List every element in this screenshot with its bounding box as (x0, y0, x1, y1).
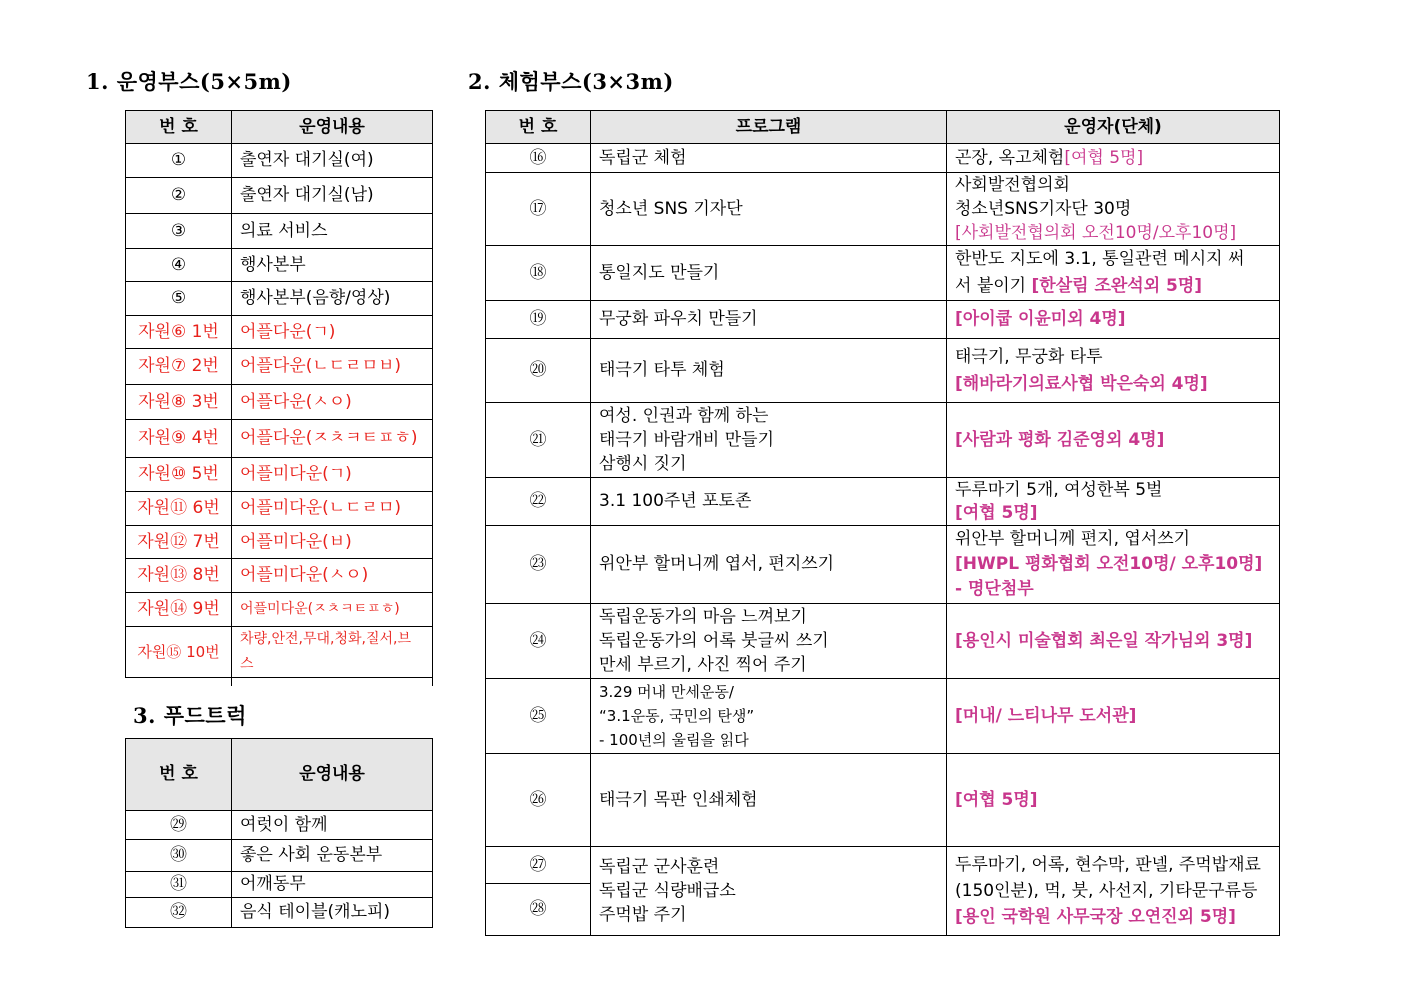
row-number: ㉔ (486, 604, 591, 679)
program-line: 3.29 머내 만세운동/ (599, 683, 734, 701)
row-content: 어플미다운(ㅂ) (232, 526, 433, 559)
row-number: ㉑ (486, 403, 591, 478)
operator-cell (947, 144, 1280, 173)
row-number: ㉗ (486, 847, 591, 884)
table-row (126, 349, 433, 385)
row-content: 여럿이 함께 (232, 811, 433, 840)
empty-cell (126, 678, 232, 686)
operator-line: (150인분), 먹, 붓, 사선지, 기타문구류등 (955, 881, 1258, 901)
table-row (486, 754, 1280, 847)
operator-group: [아이쿱 이윤미외 4명] (947, 301, 1280, 339)
operator-line: 사회발전협의회 (955, 175, 1070, 195)
table-row (126, 214, 433, 249)
operator-group: [한살림 조완석외 5명] (1031, 276, 1203, 296)
row-content: 어플미다운(ㅅㅇ) (232, 559, 433, 593)
row-number: 자원⑮ 10번 (126, 627, 232, 678)
program-line: 독립군 군사훈련 (599, 857, 720, 877)
program-line: 여성. 인권과 함께 하는 (599, 406, 769, 426)
row-number: ③ (126, 214, 232, 249)
operator-group: [머내/ 느티나무 도서관] (947, 679, 1280, 754)
table-row (486, 339, 1280, 403)
row-content: 음식 테이블(캐노피) (232, 898, 433, 928)
table-row (486, 679, 1280, 754)
operator-text: 서 붙이기 (955, 276, 1032, 296)
row-content: 어플다운(ㄱ) (232, 316, 433, 349)
row-number: ⑳ (486, 339, 591, 403)
empty-cell (232, 678, 433, 686)
program-line: 독립운동가의 마음 느껴보기 (599, 607, 807, 627)
row-content: 어깨동무 (232, 872, 433, 898)
program-line: 만세 부르기, 사진 찍어 주기 (599, 655, 807, 675)
operator-group: [사회발전협의회 오전10명/오후10명] (955, 223, 1237, 243)
foodtruck-table (125, 738, 433, 928)
row-content: 차량,안전,무대,청화,질서,브스 (232, 627, 433, 678)
program-cell: 3.1 100주년 포토존 (591, 478, 947, 526)
row-number: 자원⑦ 2번 (126, 349, 232, 385)
operator-line: 두루마기, 어록, 현수막, 판넬, 주먹밥재료 (955, 855, 1261, 875)
table-row (486, 478, 1280, 526)
row-number: ⑱ (486, 246, 591, 301)
operator-line: 청소년SNS기자단 30명 (955, 199, 1132, 219)
section2-title: 2. 체험부스(3×3m) (468, 69, 674, 94)
program-line: 삼행시 짓기 (599, 454, 687, 474)
row-number: 자원⑫ 7번 (126, 526, 232, 559)
operator-line: 위안부 할머니께 편지, 엽서쓰기 (955, 529, 1191, 549)
program-cell: 통일지도 만들기 (591, 246, 947, 301)
program-cell: 태극기 목판 인쇄체험 (591, 754, 947, 847)
table-row (126, 178, 433, 214)
header-content: 운영내용 (232, 739, 433, 811)
row-number: ㉕ (486, 679, 591, 754)
row-content: 어플다운(ㄴㄷㄹㅁㅂ) (232, 349, 433, 385)
row-number: 자원⑨ 4번 (126, 420, 232, 458)
row-content: 어플미다운(ㅈㅊㅋㅌㅍㅎ) (232, 593, 433, 627)
program-line: 독립운동가의 어록 붓글씨 쓰기 (599, 631, 829, 651)
row-number: ㉚ (126, 840, 232, 872)
row-content: 행사본부 (232, 249, 433, 282)
table-row (126, 872, 433, 898)
table-row (126, 420, 433, 458)
operator-group: [해바라기의료사협 박은숙외 4명] (955, 373, 1208, 394)
header-number: 번 호 (486, 111, 591, 144)
table-row (126, 627, 433, 678)
section3-title: 3. 푸드트럭 (133, 703, 247, 728)
program-line: 독립군 식량배급소 (599, 881, 736, 901)
table-tail-row (126, 678, 433, 686)
table-row (486, 144, 1280, 173)
row-number: ② (126, 178, 232, 214)
row-content: 좋은 사회 운동본부 (232, 840, 433, 872)
experience-table (485, 110, 1280, 936)
row-content: 어플미다운(ㄱ) (232, 458, 433, 492)
row-number: ㉖ (486, 754, 591, 847)
row-number: ① (126, 144, 232, 178)
row-number: 자원⑬ 8번 (126, 559, 232, 593)
program-cell: 독립군 체험 (591, 144, 947, 173)
operator-cell (947, 246, 1280, 301)
row-number: ㉙ (126, 811, 232, 840)
program-cell (591, 403, 947, 478)
table-row (486, 526, 1280, 604)
table-row (126, 144, 433, 178)
operator-cell (947, 339, 1280, 403)
program-cell (591, 847, 947, 936)
program-cell: 위안부 할머니께 엽서, 편지쓰기 (591, 526, 947, 604)
operator-group: [용인 국학원 사무국장 오연진외 5명] (955, 907, 1236, 927)
header-program: 프로그램 (591, 111, 947, 144)
program-line: 태극기 바람개비 만들기 (599, 430, 775, 450)
booth-table (125, 110, 433, 686)
operator-group: [HWPL 평화협회 오전10명/ 오후10명] (955, 554, 1263, 574)
operator-group: [여협 5명] (1064, 147, 1144, 168)
header-content: 운영내용 (232, 111, 433, 144)
table-row (126, 249, 433, 282)
table-row (486, 403, 1280, 478)
row-content: 의료 서비스 (232, 214, 433, 249)
row-content: 어플미다운(ㄴㄷㄹㅁ) (232, 492, 433, 526)
table-row (126, 898, 433, 928)
table-row (126, 811, 433, 840)
operator-line: 한반도 지도에 3.1, 통일관련 메시지 써 (955, 249, 1245, 269)
program-cell (591, 604, 947, 679)
table-row (126, 282, 433, 316)
row-number: ㉜ (126, 898, 232, 928)
row-number: 자원⑭ 9번 (126, 593, 232, 627)
table-row (126, 458, 433, 492)
row-number: 자원⑧ 3번 (126, 385, 232, 420)
operator-cell (947, 173, 1280, 246)
section1-title: 1. 운영부스(5×5m) (86, 69, 292, 94)
operator-text: 곤장, 옥고체험 (955, 147, 1065, 168)
table-row (486, 173, 1280, 246)
operator-note: - 명단첨부 (955, 579, 1034, 599)
program-cell: 청소년 SNS 기자단 (591, 173, 947, 246)
operator-line: 태극기, 무궁화 타투 (955, 346, 1103, 367)
row-number: ⑰ (486, 173, 591, 246)
header-number: 번 호 (126, 111, 232, 144)
operator-cell (947, 847, 1280, 936)
row-number: 자원⑪ 6번 (126, 492, 232, 526)
table-row (126, 559, 433, 593)
row-number: ⑲ (486, 301, 591, 339)
operator-group: [여협 5명] (955, 502, 1038, 523)
program-cell: 무궁화 파우치 만들기 (591, 301, 947, 339)
row-content: 출연자 대기실(남) (232, 178, 433, 214)
table-row (126, 526, 433, 559)
table-row (486, 847, 1280, 884)
table-header-row (126, 111, 433, 144)
row-number: 자원⑥ 1번 (126, 316, 232, 349)
row-content: 어플다운(ㅅㅇ) (232, 385, 433, 420)
row-number: ④ (126, 249, 232, 282)
program-line: 주먹밥 주기 (599, 905, 687, 925)
table-row (126, 492, 433, 526)
row-number: ㉓ (486, 526, 591, 604)
row-content: 출연자 대기실(여) (232, 144, 433, 178)
operator-line: 두루마기 5개, 여성한복 5벌 (955, 479, 1163, 500)
operator-group: [여협 5명] (947, 754, 1280, 847)
row-content: 행사본부(음향/영상) (232, 282, 433, 316)
table-header-row (126, 739, 433, 811)
row-number: ⑤ (126, 282, 232, 316)
operator-group: [용인시 미술협회 최은일 작가님외 3명] (947, 604, 1280, 679)
program-line: - 100년의 울림을 읽다 (599, 731, 749, 749)
operator-cell (947, 478, 1280, 526)
table-row (126, 385, 433, 420)
table-header-row (486, 111, 1280, 144)
row-number: 자원⑩ 5번 (126, 458, 232, 492)
program-cell (591, 679, 947, 754)
header-number: 번 호 (126, 739, 232, 811)
program-line: “3.1운동, 국민의 탄생” (599, 707, 755, 725)
table-row (126, 316, 433, 349)
table-row (126, 593, 433, 627)
header-operator: 운영자(단체) (947, 111, 1280, 144)
row-number: ㉛ (126, 872, 232, 898)
row-number: ㉒ (486, 478, 591, 526)
table-row (486, 301, 1280, 339)
row-number: ⑯ (486, 144, 591, 173)
operator-group: [사람과 평화 김준영외 4명] (947, 403, 1280, 478)
row-content: 어플다운(ㅈㅊㅋㅌㅍㅎ) (232, 420, 433, 458)
row-number: ㉘ (486, 884, 591, 936)
program-cell: 태극기 타투 체험 (591, 339, 947, 403)
table-row (486, 604, 1280, 679)
table-row (486, 246, 1280, 301)
operator-cell (947, 526, 1280, 604)
table-row (126, 840, 433, 872)
